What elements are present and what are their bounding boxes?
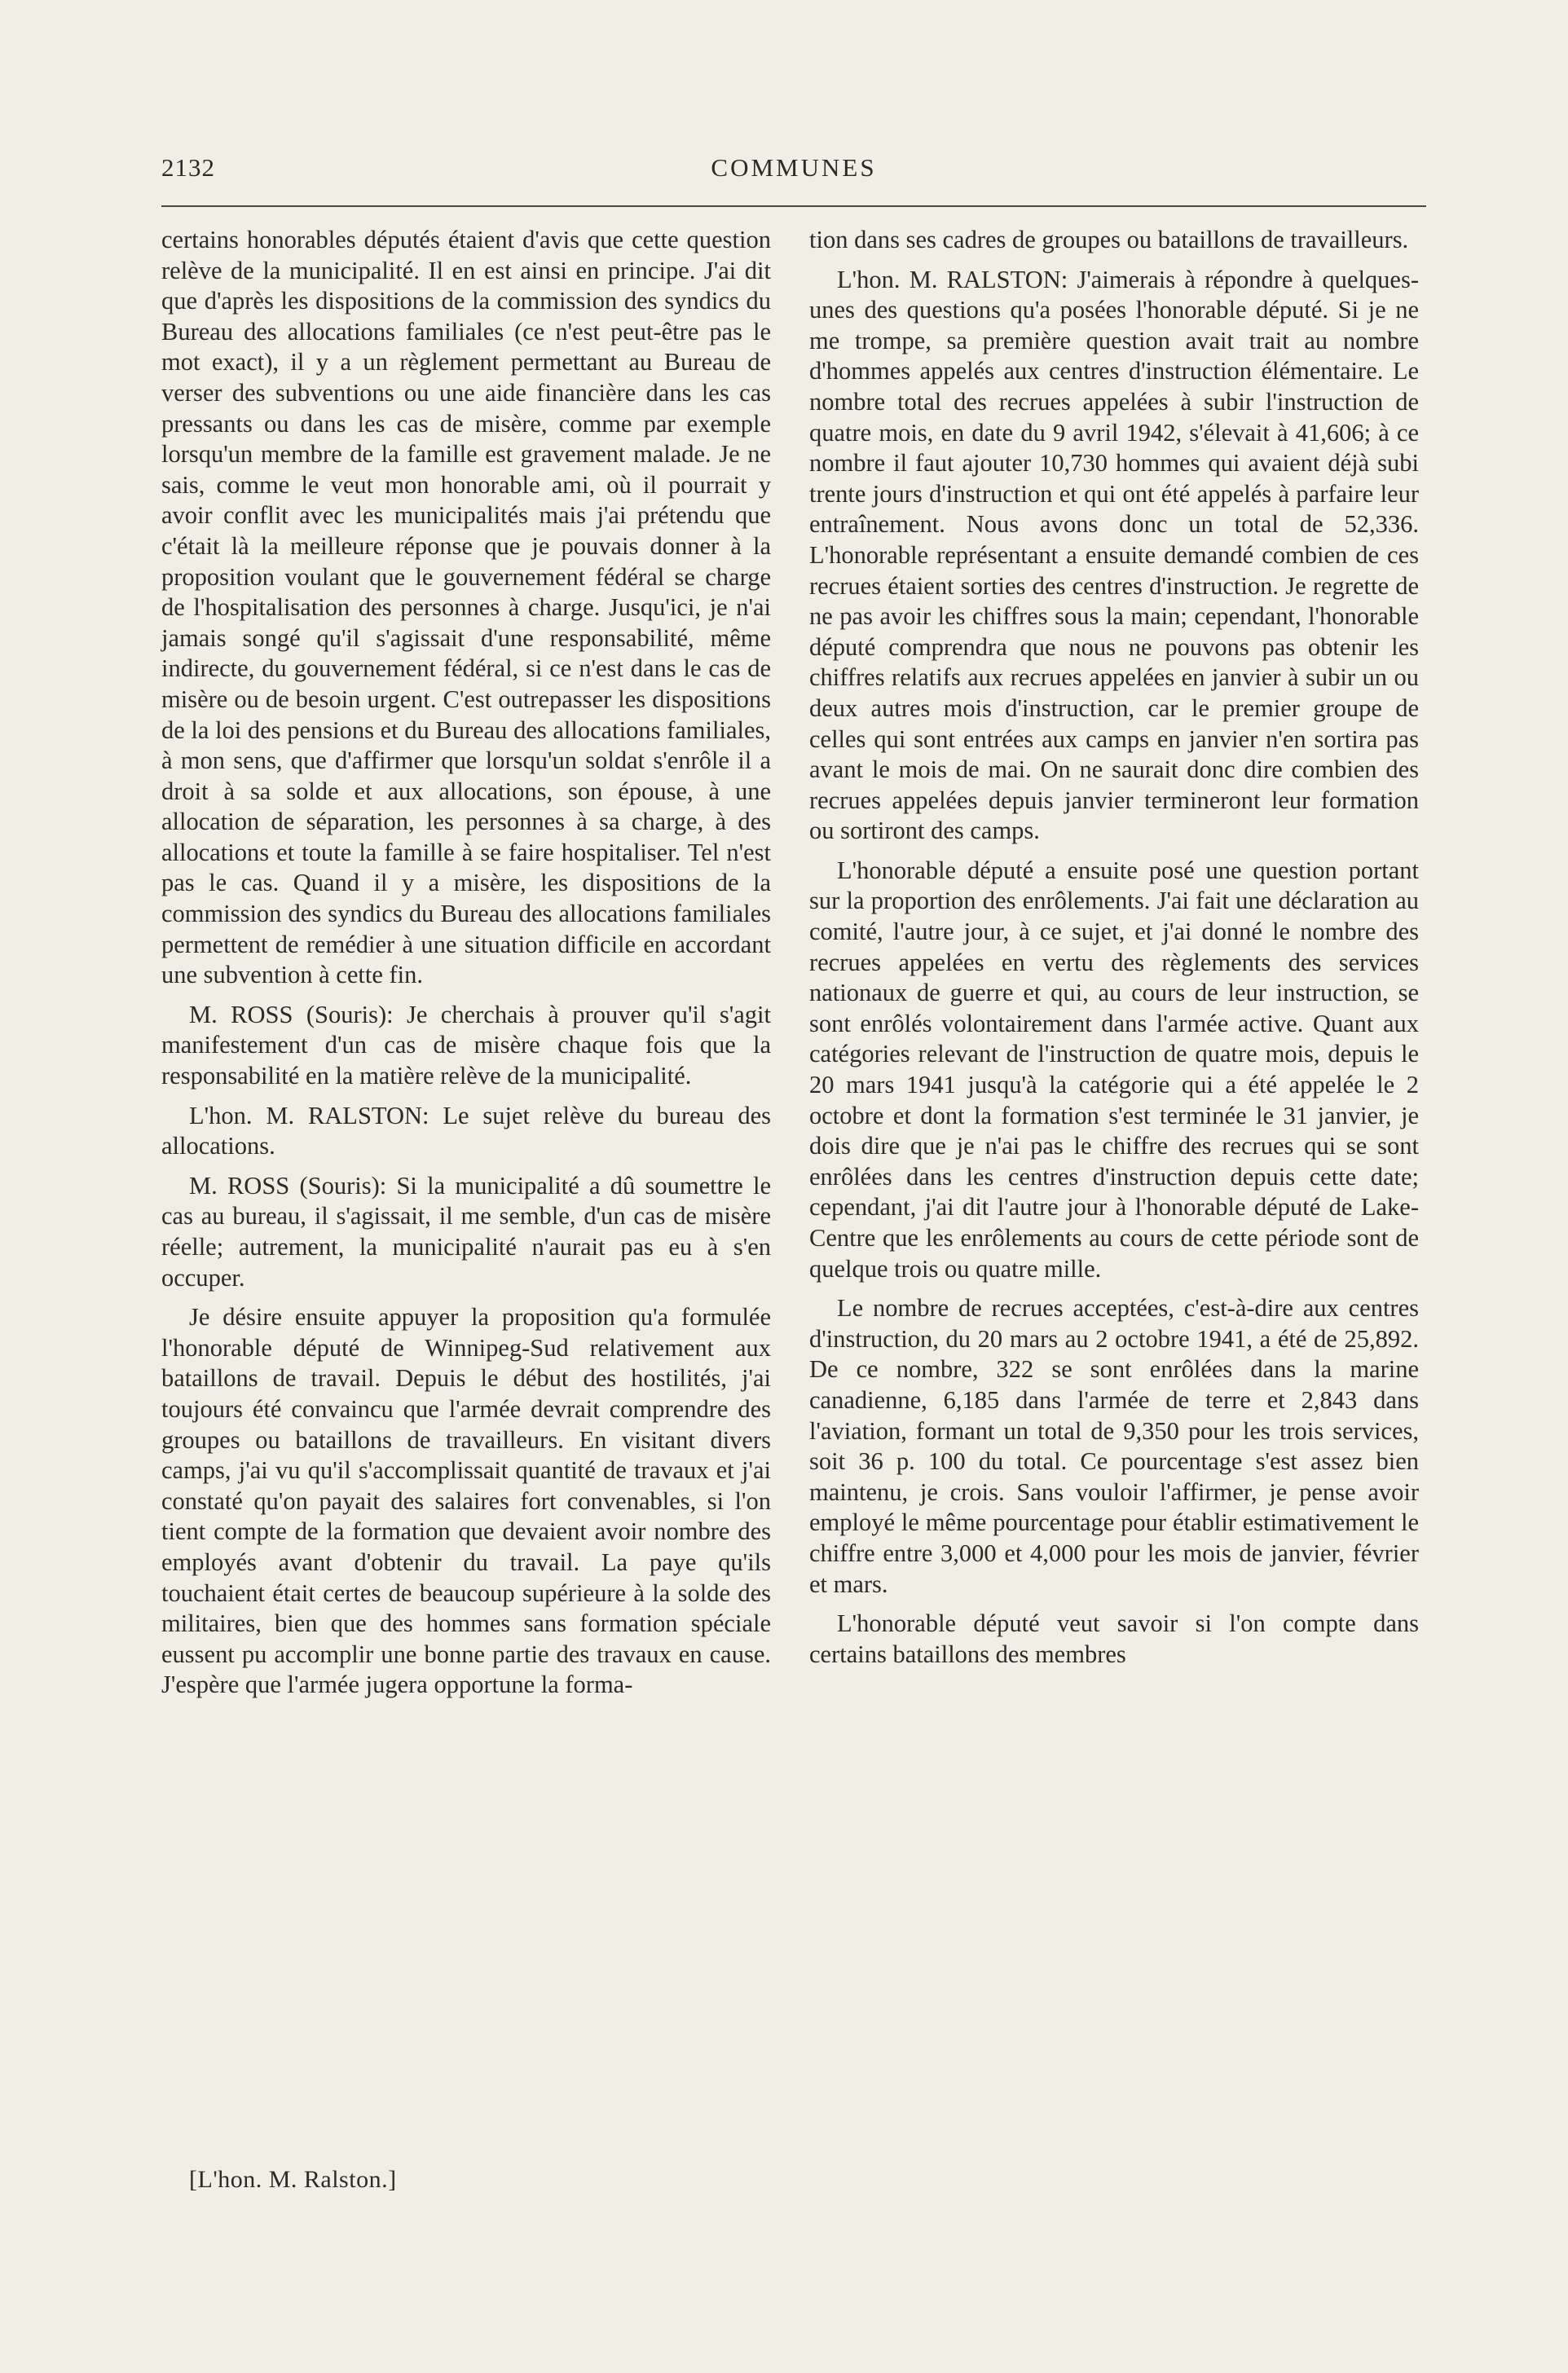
page-number: 2132 [161, 153, 215, 182]
paragraph: L'hon. M. RALSTON: J'aimerais à répondre à quelques-unes des questions qu'a posées l'honorable député. Si je ne me trompe, sa première question avait trait au nombre d'hommes appelés aux centres d'instruction élémentaire. Le nombre total des recrues appelées à subir l'instruction de quatre mois, en date du 9 avril 1942, s'élevait à 41,606; à ce nombre il faut ajouter 10,730 hommes qui avaient déjà subi trente jours d'instruction et qui ont été appelés à parfaire leur entraînement. Nous avons donc un total de 52,336. L'honorable représentant a ensuite demandé combien de ces recrues étaient sorties des centres d'instruction. Je regrette de ne pas avoir les chiffres sous la main; cependant, l'honorable député comprendra que nous ne pouvons pas obtenir les chiffres relatifs aux recrues appelées en janvier à subir un ou deux autres mois d'instruction, car le premier groupe de celles qui sont entrées aux camps en janvier n'en sortira pas avant le mois de mai. On ne saurait donc dire combien des recrues appelées depuis janvier termineront leur formation ou sortiront des camps. [809, 265, 1419, 845]
paragraph: certains honorables députés étaient d'avis que cette question relève de la municipalité. Il en est ainsi en principe. J'ai dit que d'après les dispositions de la commission des syndics du Bureau des allocations familiales (ce n'est peut-être pas le mot exact), il y a un règlement permettant au Bureau de verser des subventions ou une aide financière dans les cas pressants ou dans les cas de misère, comme par exemple lorsqu'un membre de la famille est gravement malade. Je ne sais, comme le veut mon honorable ami, où il pourrait y avoir conflit avec les municipalités mais j'ai prétendu que c'était là la meilleure réponse que je pouvais donner à la proposition voulant que le gouvernement fédéral se charge de l'hospitalisation des personnes à charge. Jusqu'ici, je n'ai jamais songé qu'il s'agissait d'une responsabilité, même indirecte, du gouvernement fédéral, si ce n'est dans le cas de misère ou de besoin urgent. C'est outrepasser les dispositions de la loi des pensions et du Bureau des allocations familiales, à mon sens, que d'affirmer que lorsqu'un soldat s'enrôle il a droit à sa solde et aux allocations, son épouse, à une allocation de séparation, les personnes à sa charge, à des allocations et toute la famille à se faire hospitaliser. Tel n'est pas le cas. Quand il y a misère, les dispositions de la commission des syndics du Bureau des allocations familiales permettent de remédier à une situation difficile en accordant une subvention à cette fin. [161, 226, 771, 989]
paragraph: Le nombre de recrues acceptées, c'est-à-dire aux centres d'instruction, du 20 mars au 2 octobre 1941, a été de 25,892. De ce nombre, 322 se sont enrôlées dans la marine canadienne, 6,185 dans l'armée de terre et 2,843 dans l'aviation, formant un total de 9,350 pour les trois services, soit 36 p. 100 du total. Ce pourcentage s'est assez bien maintenu, je crois. Sans vouloir l'affirmer, je pense avoir employé le même pourcentage pour établir estimativement le chiffre entre 3,000 et 4,000 pour les mois de janvier, février et mars. [809, 1294, 1419, 1598]
right-column [809, 225, 1419, 1679]
paragraph: tion dans ses cadres de groupes ou bataillons de travailleurs. [809, 226, 1409, 253]
paragraph: L'honorable député a ensuite posé une question portant sur la proportion des enrôlements. J'ai fait une déclaration au comité, l'autre jour, à ce sujet, et j'ai donné le nombre des recrues appelées en vertu des règlements des services nationaux de guerre et qui, au cours de leur instruction, se sont enrôlés volontairement dans l'armée active. Quant aux catégories relevant de l'instruction de quatre mois, depuis le 20 mars 1941 jusqu'à la catégorie qui a été appelée le 2 octobre et dont la formation s'est terminée le 31 janvier, je dois dire que je n'ai pas le chiffre des recrues qui se sont enrôlées dans les centres d'instruction depuis cette date; cependant, j'ai dit l'autre jour à l'honorable député de Lake-Centre que les enrôlements au cours de cette période sont de quelque trois ou quatre mille. [809, 856, 1419, 1283]
header-rule [161, 205, 1426, 207]
running-head: COMMUNES [711, 153, 877, 182]
left-column [161, 225, 771, 1710]
paragraph: L'honorable député veut savoir si l'on compte dans certains bataillons des membres [809, 1609, 1419, 1668]
paragraph: Je désire ensuite appuyer la proposition qu'a formulée l'honorable député de Winnipeg-Sud relativement aux bataillons de travail. Depuis le début des hostilités, j'ai toujours été convaincu que l'armée devrait comprendre des groupes ou bataillons de travailleurs. En visitant divers camps, j'ai vu qu'il s'accomplissait quantité de travaux et j'ai constaté qu'on payait des salaires fort convenables, si l'on tient compte de la formation que devaient avoir nombre des employés avant d'obtenir du travail. La paye qu'ils touchaient était certes de beaucoup supérieure à la solde des militaires, bien que des hommes sans formation spéciale eussent pu accomplir une bonne partie des travaux en cause. J'espère que l'armée jugera opportune la forma- [161, 1303, 771, 1699]
page-header [161, 153, 1426, 191]
paragraph: M. ROSS (Souris): Si la municipalité a dû soumettre le cas au bureau, il s'agissait, il me semble, d'un cas de misère réelle; autrement, la municipalité n'aurait pas eu à s'en occuper. [161, 1171, 771, 1292]
paragraph: M. ROSS (Souris): Je cherchais à prouver qu'il s'agit manifestement d'un cas de misère chaque fois que la responsabilité en la matière relève de la municipalité. [161, 1000, 771, 1090]
speaker-attribution: [L'hon. M. Ralston.] [189, 2166, 397, 2193]
paragraph: L'hon. M. RALSTON: Le sujet relève du bureau des allocations. [161, 1101, 771, 1160]
